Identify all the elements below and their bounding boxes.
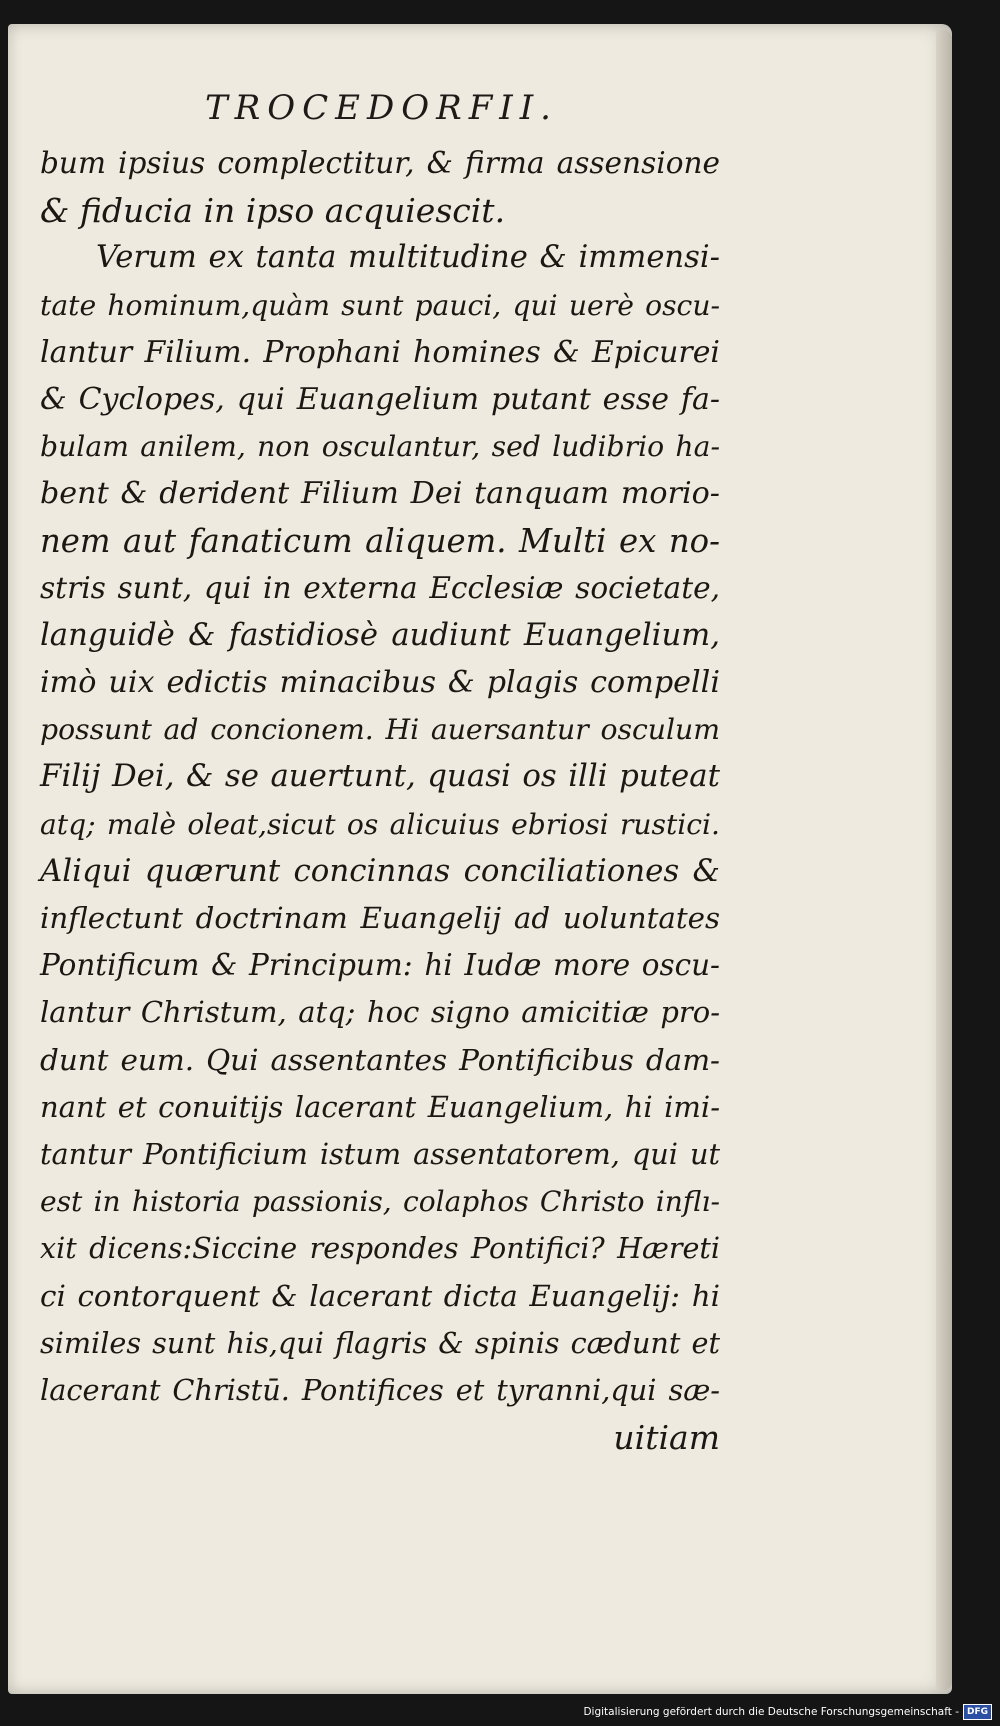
text-line: lantur Filium. Prophani homines & Epicurei (40, 334, 720, 370)
text-line: nem aut fanaticum aliquem. Multi ex no- (40, 521, 720, 560)
text-line: & Cyclopes, qui Euangelium putant esse fa- (40, 381, 720, 417)
running-title: TROCEDORFII. (205, 88, 558, 128)
text-line: xit dicens:Siccine respondes Pontifici? Hæreti (40, 1231, 720, 1266)
text-line: languidè & fastidiosè audiunt Euangelium, (40, 617, 720, 653)
text-line: lantur Christum, atq; hoc signo amicitiæ pro- (40, 995, 720, 1030)
text-line: similes sunt his,qui flagris & spinis cædunt et (40, 1325, 720, 1360)
text-line: lacerant Christū. Pontifices et tyranni,qui sæ- (40, 1372, 720, 1407)
text-line: uitiam (613, 1418, 720, 1458)
footer-credit-text: Digitalisierung gefördert durch die Deutsche Forschungsgemeinschaft - (583, 1706, 959, 1718)
text-line: tate hominum,quàm sunt pauci, qui uerè oscu- (40, 288, 720, 322)
text-line: & fiducia in ipso acquiescit. (40, 191, 506, 231)
dfg-logo: DFG (963, 1704, 992, 1720)
text-line: bulam anilem, non osculantur, sed ludibrio ha- (40, 430, 720, 464)
text-line: Filij Dei, & se auertunt, quasi os illi puteat (40, 758, 720, 795)
page-edge (936, 30, 952, 1690)
body-text (40, 140, 720, 1461)
text-line: Verum ex tanta multitudine & immensi- (96, 240, 720, 276)
text-line: stris sunt, qui in externa Ecclesiæ societate, (40, 570, 720, 605)
text-line: ci contorquent & lacerant dicta Euangelij: hi (40, 1278, 720, 1313)
text-line: tantur Pontificium istum assentatorem, qui ut (40, 1136, 720, 1171)
text-line: nant et conuitijs lacerant Euangelium, hi imi- (40, 1089, 720, 1124)
text-line: bum ipsius complectitur, & firma assensione (40, 146, 720, 180)
text-line: bent & derident Filium Dei tanquam morio- (40, 476, 720, 512)
text-line: imò uix edictis minacibus & plagis compelli (40, 665, 720, 701)
text-line: est in historia passionis, colaphos Christo inflı- (40, 1185, 720, 1219)
text-line: dunt eum. Qui assentantes Pontificibus dam- (40, 1042, 720, 1077)
text-line: Aliqui quærunt concinnas conciliationes & (40, 852, 720, 889)
text-line: inflectunt doctrinam Euangelij ad uoluntates (40, 901, 720, 935)
text-line: possunt ad concionem. Hi auersantur osculum (40, 713, 720, 747)
text-line: atq; malè oleat,sicut os alicuius ebriosi rustici. (40, 807, 720, 841)
text-line: Pontificum & Principum: hi Iudæ more oscu- (40, 948, 720, 983)
footer-credit (583, 1702, 992, 1722)
